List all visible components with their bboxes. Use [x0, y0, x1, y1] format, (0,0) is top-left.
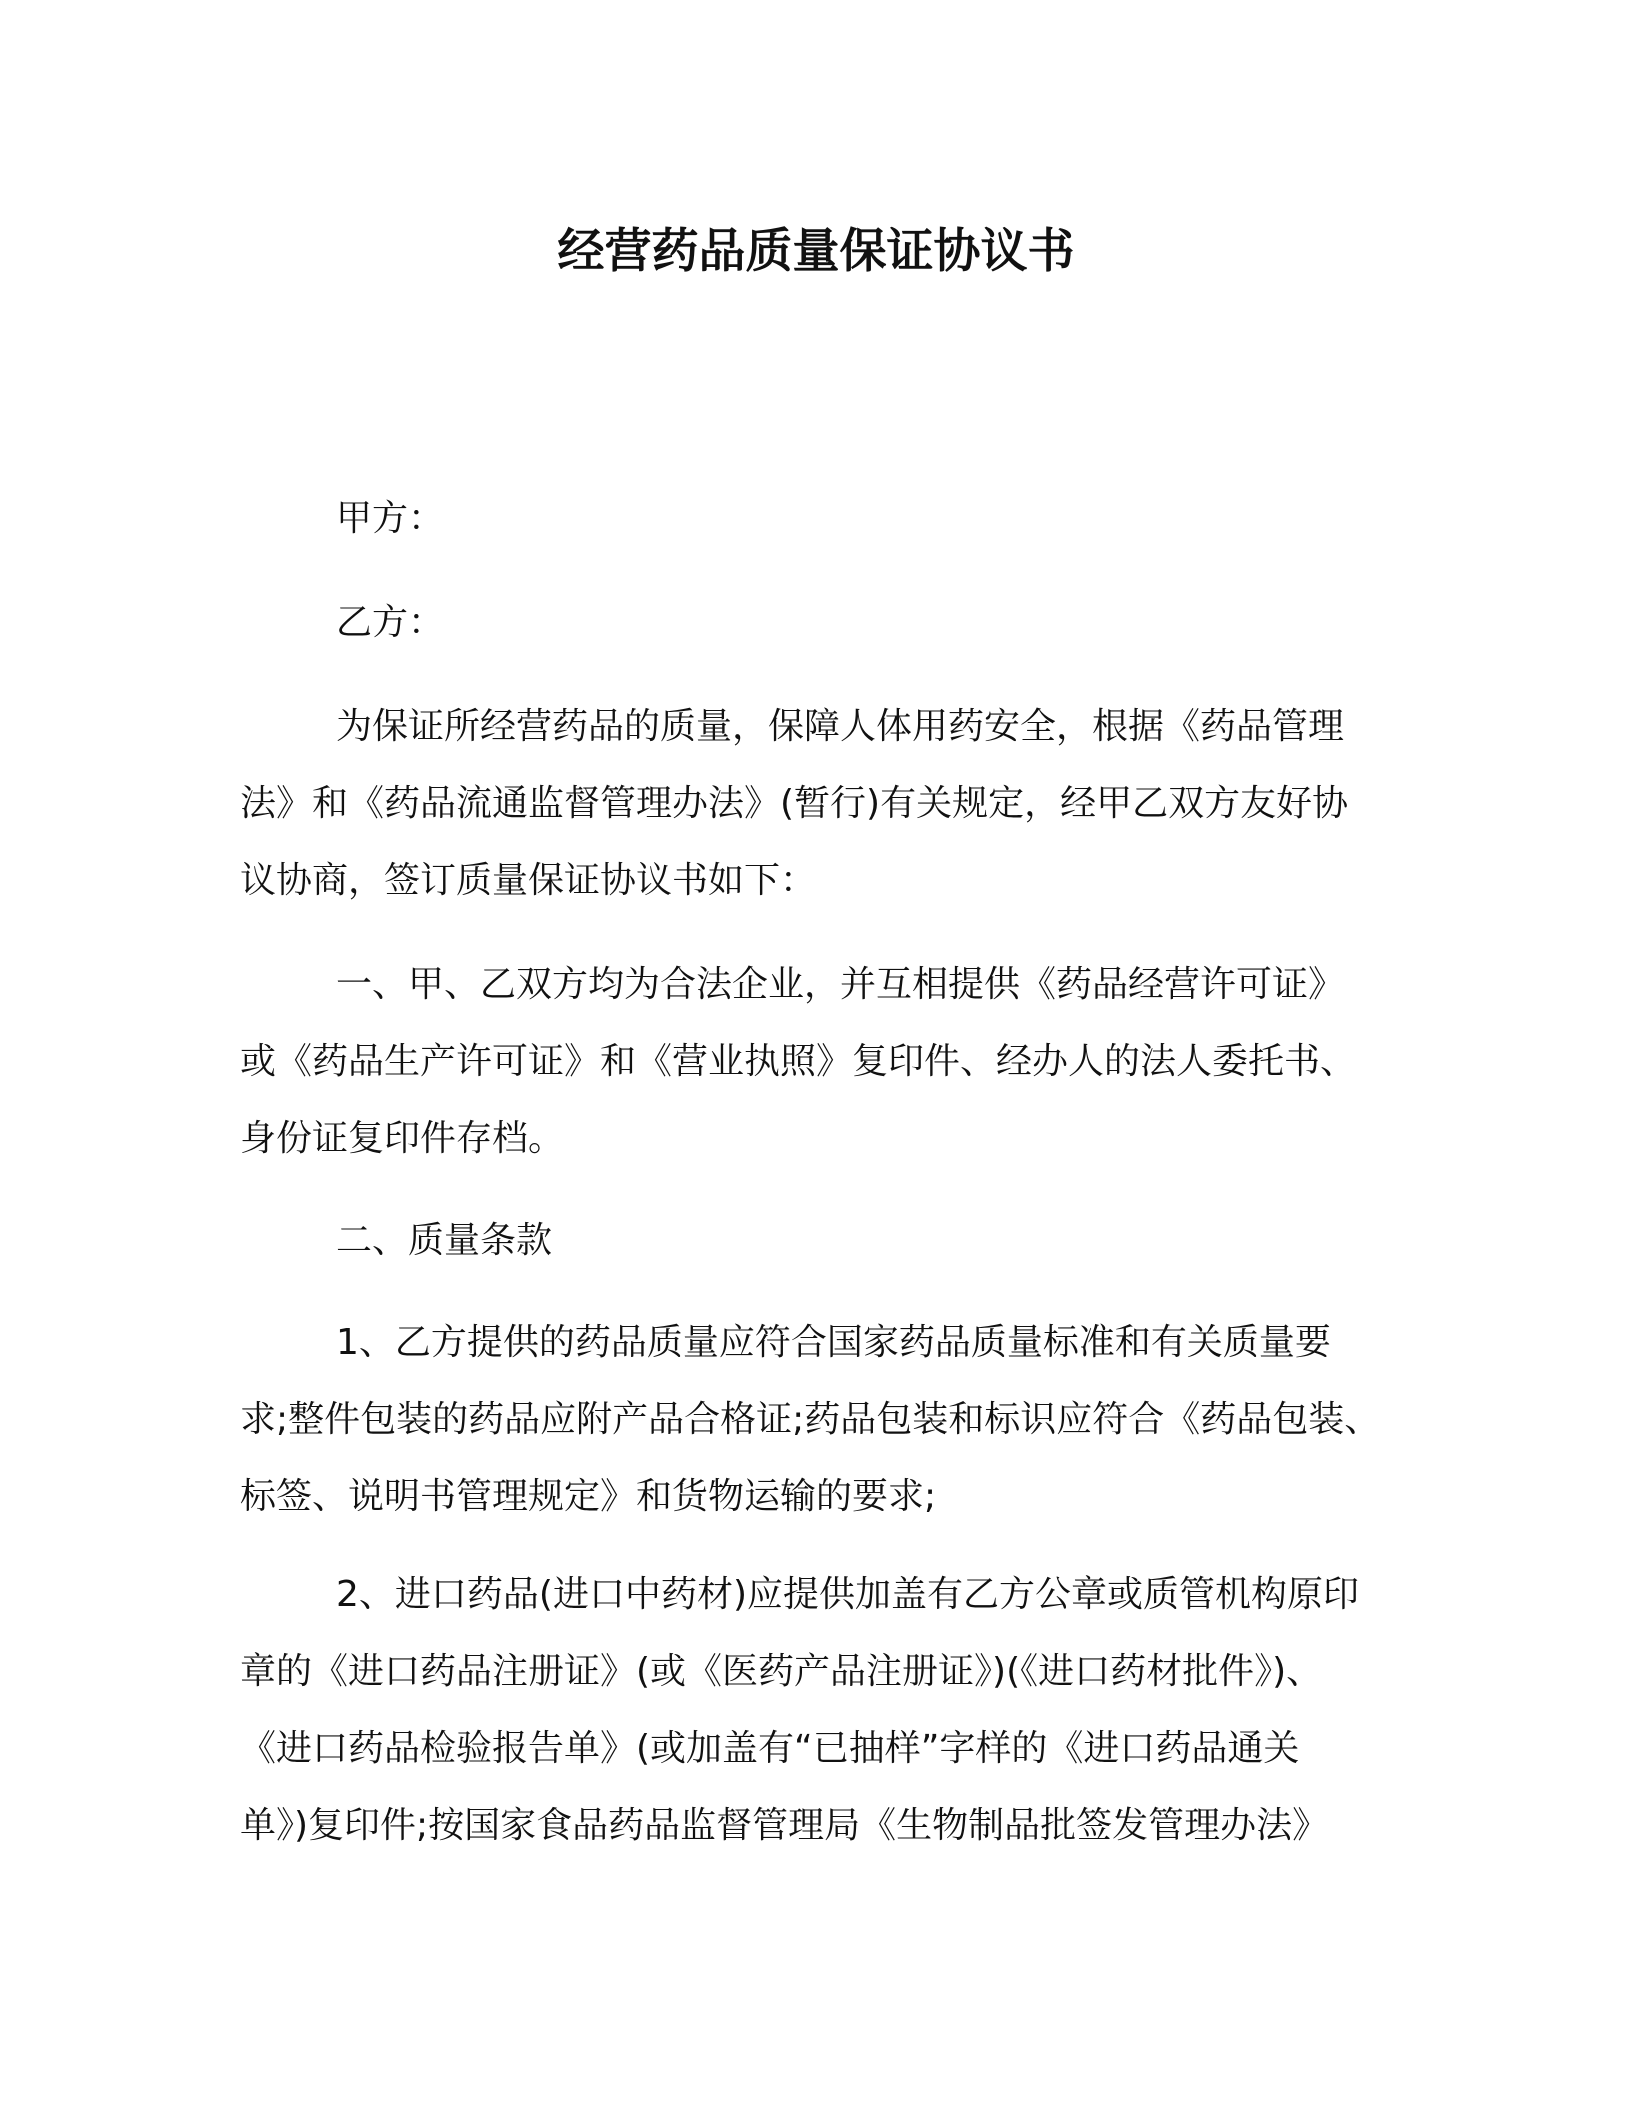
paragraph-line: 或《药品生产许可证》和《营业执照》复印件、经办人的法人委托书、	[240, 1041, 1357, 1082]
party-b-label: 乙方：	[336, 602, 445, 643]
paragraph-line: 为保证所经营药品的质量，保障人体用药安全，根据《药品管理	[336, 706, 1345, 747]
paragraph-line: 2、进口药品(进口中药材)应提供加盖有乙方公章或质管机构原印	[336, 1574, 1359, 1615]
paragraph-line: 法》和《药品流通监督管理办法》(暂行)有关规定，经甲乙双方友好协	[240, 783, 1349, 824]
document-title: 经营药品质量保证协议书	[557, 224, 1075, 279]
paragraph-line: 标签、说明书管理规定》和货物运输的要求;	[240, 1476, 937, 1517]
paragraph-line: 《进口药品检验报告单》(或加盖有“已抽样”字样的《进口药品通关	[240, 1728, 1300, 1769]
clause-2-heading: 二、质量条款	[336, 1220, 553, 1261]
paragraph-line: 身份证复印件存档。	[240, 1118, 565, 1159]
item-1-paragraph	[240, 1304, 1396, 1535]
paragraph-line: 一、甲、乙双方均为合法企业，并互相提供《药品经营许可证》	[336, 964, 1345, 1005]
paragraph-line: 议协商，签订质量保证协议书如下：	[240, 860, 817, 901]
intro-paragraph	[240, 688, 1396, 919]
paragraph-line: 单》)复印件;按国家食品药品监督管理局《生物制品批签发管理办法》	[240, 1805, 1329, 1846]
item-2-paragraph	[240, 1556, 1396, 1864]
paragraph-line: 1、乙方提供的药品质量应符合国家药品质量标准和有关质量要	[336, 1322, 1331, 1363]
paragraph-line: 求;整件包装的药品应附产品合格证;药品包装和标识应符合《药品包装、	[240, 1399, 1381, 1440]
clause-1-paragraph	[240, 946, 1396, 1177]
paragraph-line: 章的《进口药品注册证》(或《医药产品注册证》)(《进口药材批件》)、	[240, 1651, 1323, 1692]
party-a-label: 甲方：	[336, 498, 445, 539]
